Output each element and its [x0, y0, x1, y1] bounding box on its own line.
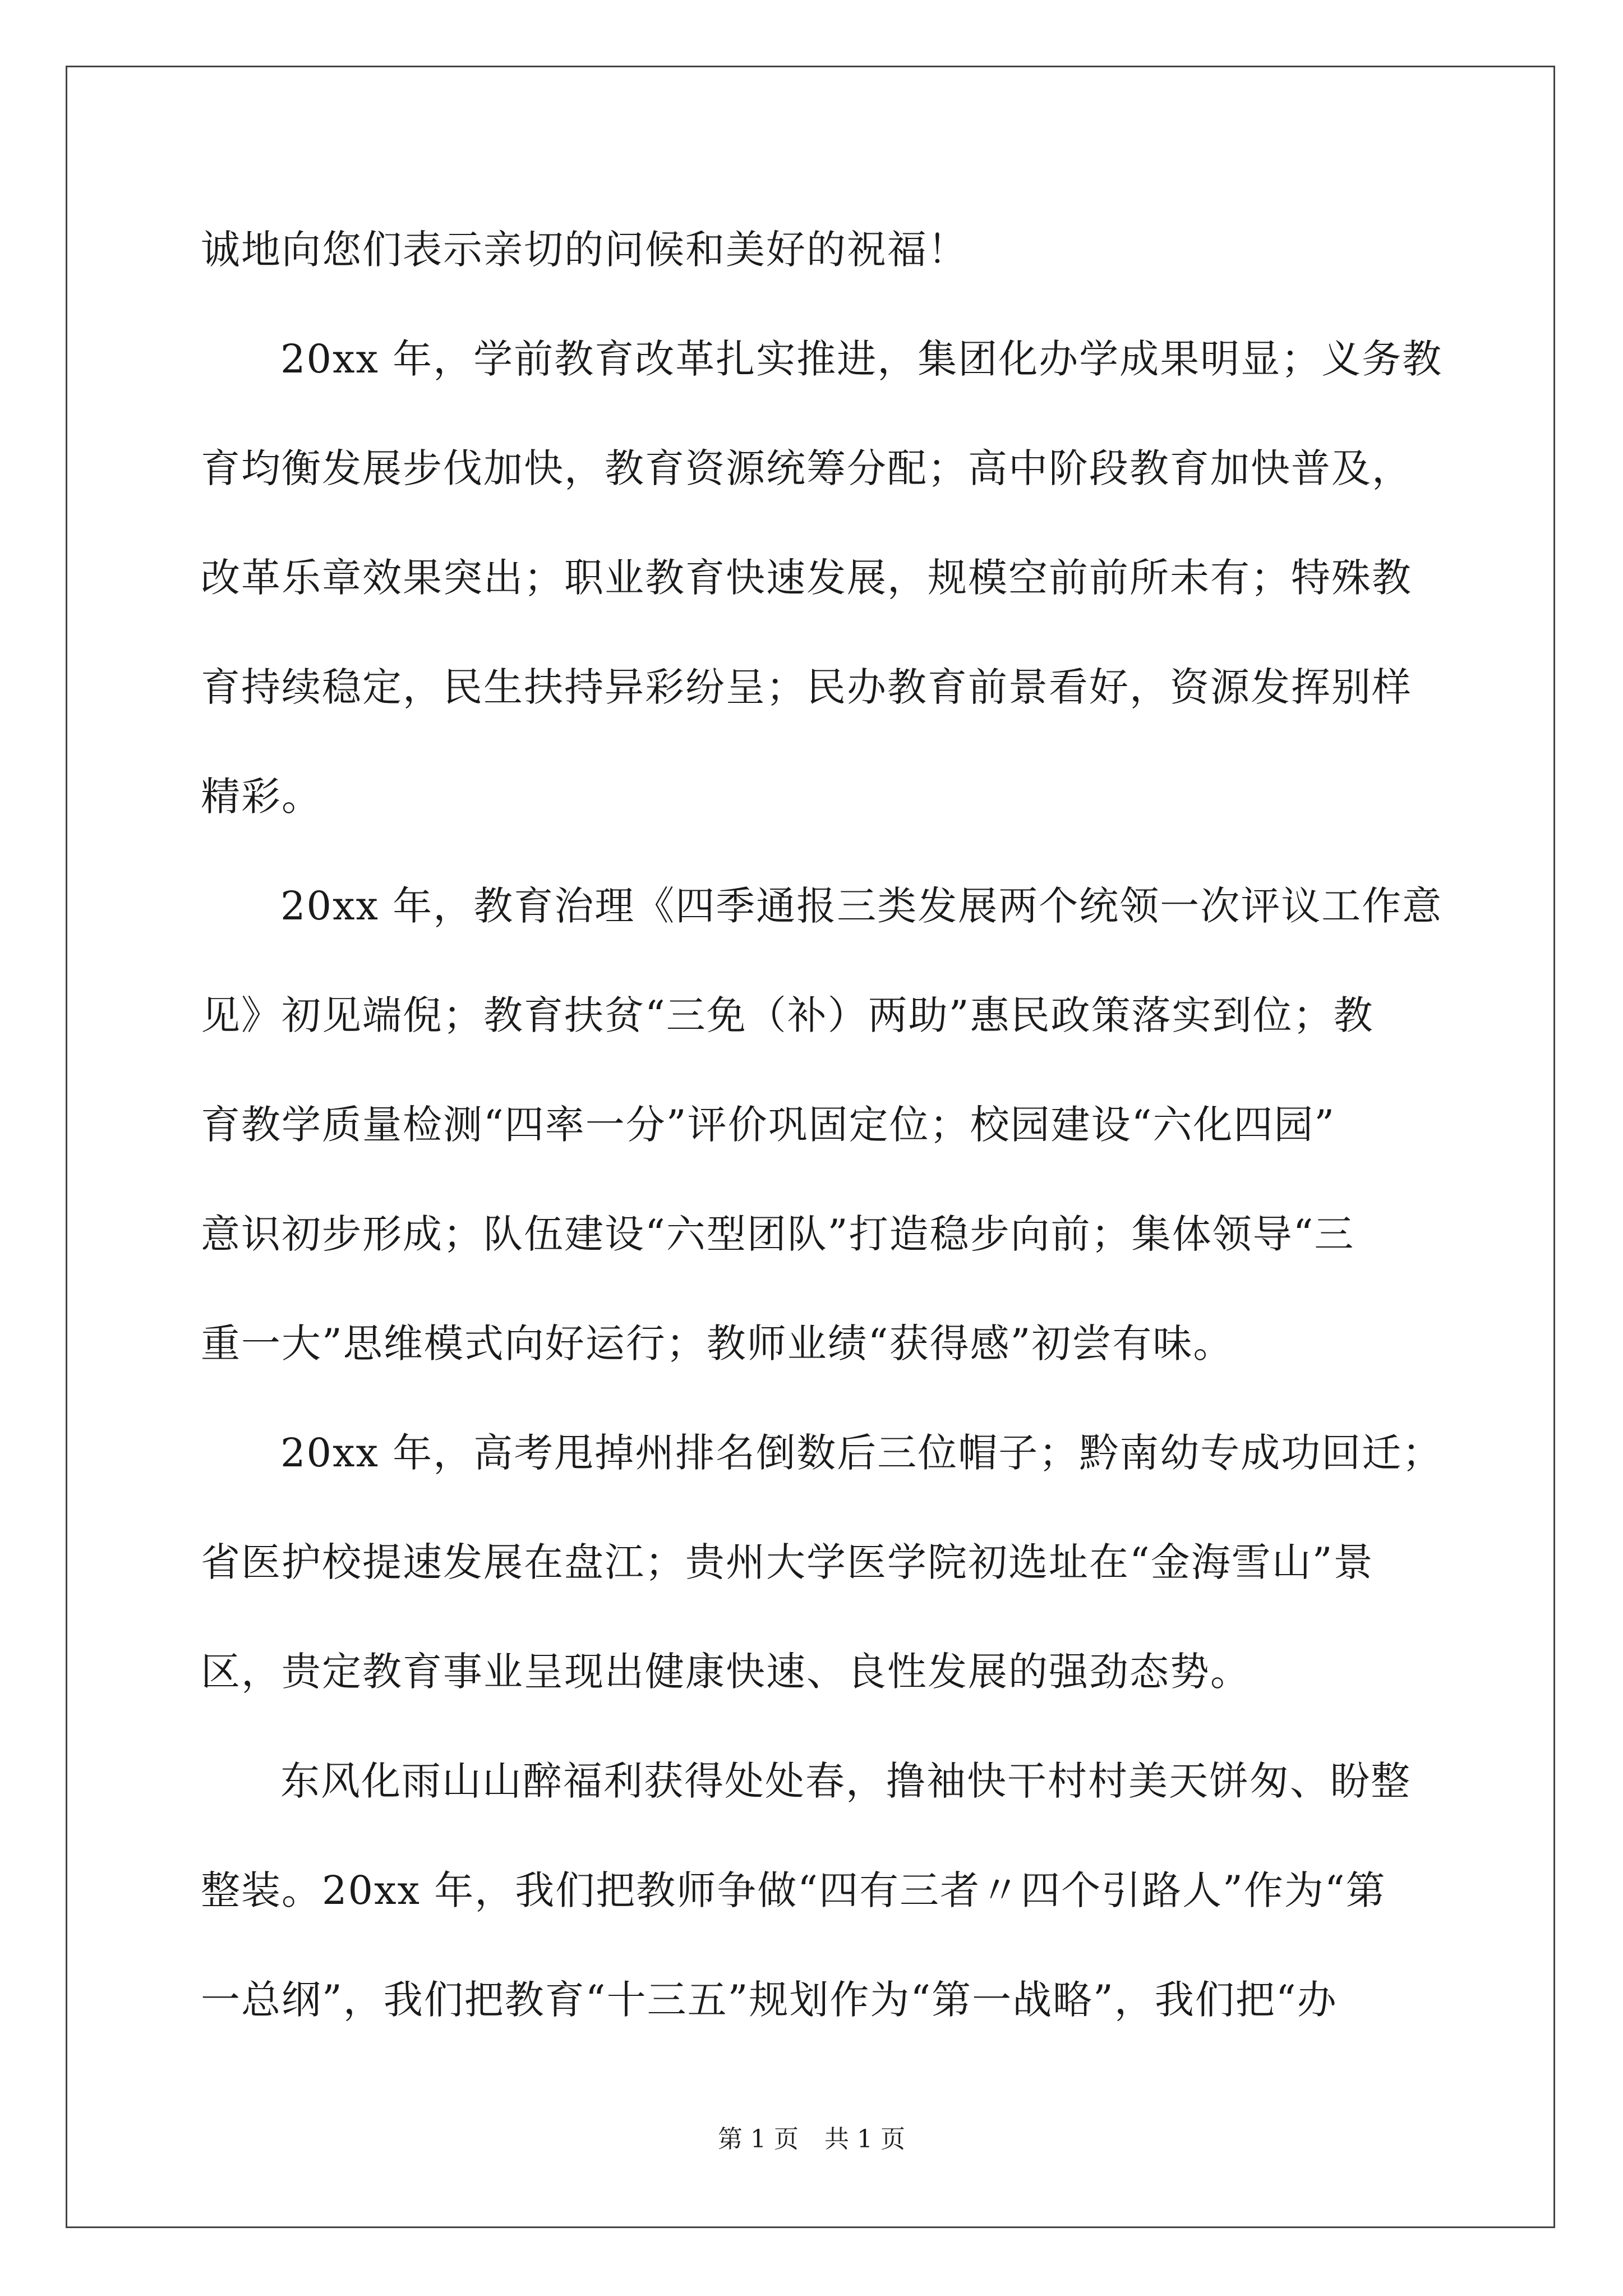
text-line: 育均衡发展步伐加快，教育资源统筹分配；高中阶段教育加快普及， — [201, 445, 1412, 491]
page-total: 共 1 页 — [824, 2125, 905, 2154]
text-line: 省医护校提速发展在盘江；贵州大学医学院初选址在“金海雪山”景 — [201, 1539, 1374, 1585]
text-line: 重一大”思维模式向好运行；教师业绩“获得感”初尝有味。 — [201, 1320, 1234, 1366]
page-number: 第 1 页 — [718, 2125, 799, 2154]
page-footer — [0, 2127, 1623, 2152]
paragraph-first-line: 东风化雨山山醉福利获得处处春，撸袖快干村村美天饼匆、盼整 — [280, 1758, 1411, 1804]
text-line: 改革乐章效果突出；职业教育快速发展，规模空前前所未有；特殊教 — [201, 555, 1412, 601]
paragraph-first-line: 20xx 年，学前教育改革扎实推进，集团化办学成果明显；义务教 — [280, 336, 1443, 382]
text-line: 诚地向您们表示亲切的问候和美好的祝福！ — [201, 227, 968, 273]
text-line: 区，贵定教育事业呈现出健康快速、良性发展的强劲态势。 — [201, 1649, 1251, 1695]
text-line: 意识初步形成；队伍建设“六型团队”打造稳步向前；集体领导“三 — [201, 1211, 1355, 1257]
text-line: 育教学质量检测“四率一分”评价巩固定位；校园建设“六化四园” — [201, 1102, 1336, 1148]
text-line: 见》初见端倪；教育扶贫“三免（补）两助”惠民政策落实到位；教 — [201, 992, 1374, 1038]
text-line: 一总纲”，我们把教育“十三五”规划作为“第一战略”，我们把“办 — [201, 1977, 1338, 2023]
text-line: 精彩。 — [201, 774, 322, 820]
text-line: 育持续稳定，民生扶持异彩纷呈；民办教育前景看好，资源发挥别样 — [201, 664, 1412, 710]
paragraph-first-line: 20xx 年，教育治理《四季通报三类发展两个统领一次评议工作意 — [280, 883, 1443, 929]
paragraph-first-line: 20xx 年，高考甩掉州排名倒数后三位帽子；黔南幼专成功回迁； — [280, 1430, 1443, 1476]
text-line: 整装。20xx 年，我们把教师争做“四有三者〃四个引路人”作为“第 — [201, 1867, 1386, 1913]
